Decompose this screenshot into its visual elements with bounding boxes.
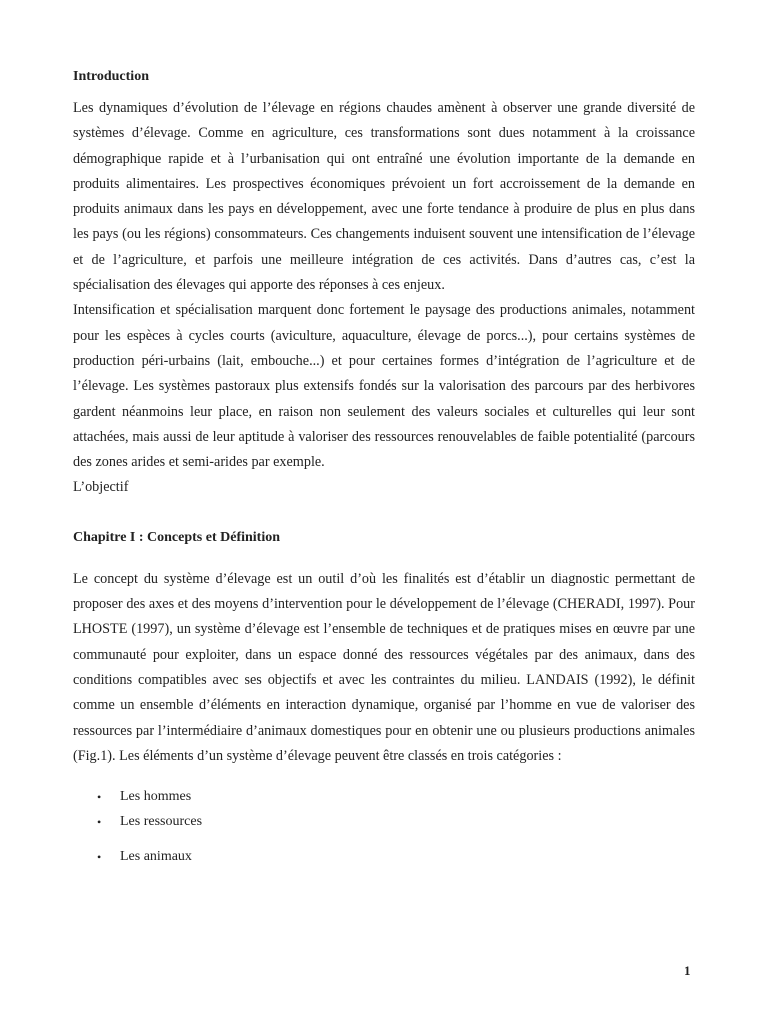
chapter-1-paragraph-1: Le concept du système d’élevage est un outil d’où les finalités est d’établir un diagnostic permettant de proposer des axes et des moyens d’intervention pour le développement de l’élevage (CHERADI, 1997). Pour LHOSTE (1997), un système d’élevage est l’ensemble de techniques et de pratiques mises en œuvre par une communauté pour exploiter, dans un espace donné des ressources végétales par des animaux, dans des conditions compatibles avec ses objectifs et avec les contraintes du milieu. LANDAIS (1992), le définit comme un ensemble d’éléments en interaction dynamique, organisé par l’homme en vue de valoriser des ressources par l’intermédiaire d’animaux domestiques pour en obtenir une ou plusieurs productions animales (Fig.1). Les éléments d’un système d’élevage peuvent être classés en trois catégories : <box>73 570 695 764</box>
introduction-paragraph-1: Les dynamiques d’évolution de l’élevage en régions chaudes amènent à observer une grande diversité de systèmes d’élevage. Comme en agriculture, ces transformations sont dues notamment à la croissance démographique rapide et à l’urbanisation qui ont entraîné une évolution importante de la demande en produits alimentaires. Les prospectives économiques prévoient un fort accroissement de la demande en produits animaux dans les pays en développement, avec une forte tendance à produire de plus en plus dans les pays (ou les régions) consommateurs. Ces changements induisent souvent une intensification de l’élevage et de l’agriculture, et parfois une meilleure intégration de ces activités. Dans d’autres cas, c’est la spécialisation des élevages qui apporte des réponses à ces enjeux. <box>73 100 695 294</box>
bullet-icon: • <box>97 850 102 865</box>
list-item-text: Les hommes <box>120 789 192 805</box>
bullet-icon: • <box>97 790 102 805</box>
list-item-text: Les ressources <box>120 813 203 829</box>
list-item <box>73 845 695 870</box>
categories-list <box>73 785 695 870</box>
bullet-icon: • <box>97 814 102 829</box>
introduction-heading: Introduction <box>73 69 149 84</box>
introduction-paragraph-2: Intensification et spécialisation marquent donc fortement le paysage des productions animales, notamment pour les espèces à cycles courts (aviculture, aquaculture, élevage de porcs...), pour certains systèmes de production péri-urbains (lait, embouche...) et pour certaines formes d’intégration de l’agriculture et de l’élevage. Les systèmes pastoraux plus extensifs fondés sur la valorisation des parcours par des herbivores gardent néanmoins leur place, en raison non seulement des valeurs sociales et culturelles qui leur sont attachées, mais aussi de leur aptitude à valoriser des ressources renouvelables de faible potentialité (parcours des zones arides et semi-arides par exemple. <box>73 302 695 471</box>
list-item-text: Les animaux <box>120 849 192 865</box>
list-item <box>73 810 695 835</box>
objectif-line: L’objectif <box>73 479 129 496</box>
chapter-1-heading: Chapitre I : Concepts et Définition <box>73 529 281 545</box>
page-number: 1 <box>684 963 691 978</box>
page-content <box>73 66 695 870</box>
list-item <box>73 785 695 810</box>
